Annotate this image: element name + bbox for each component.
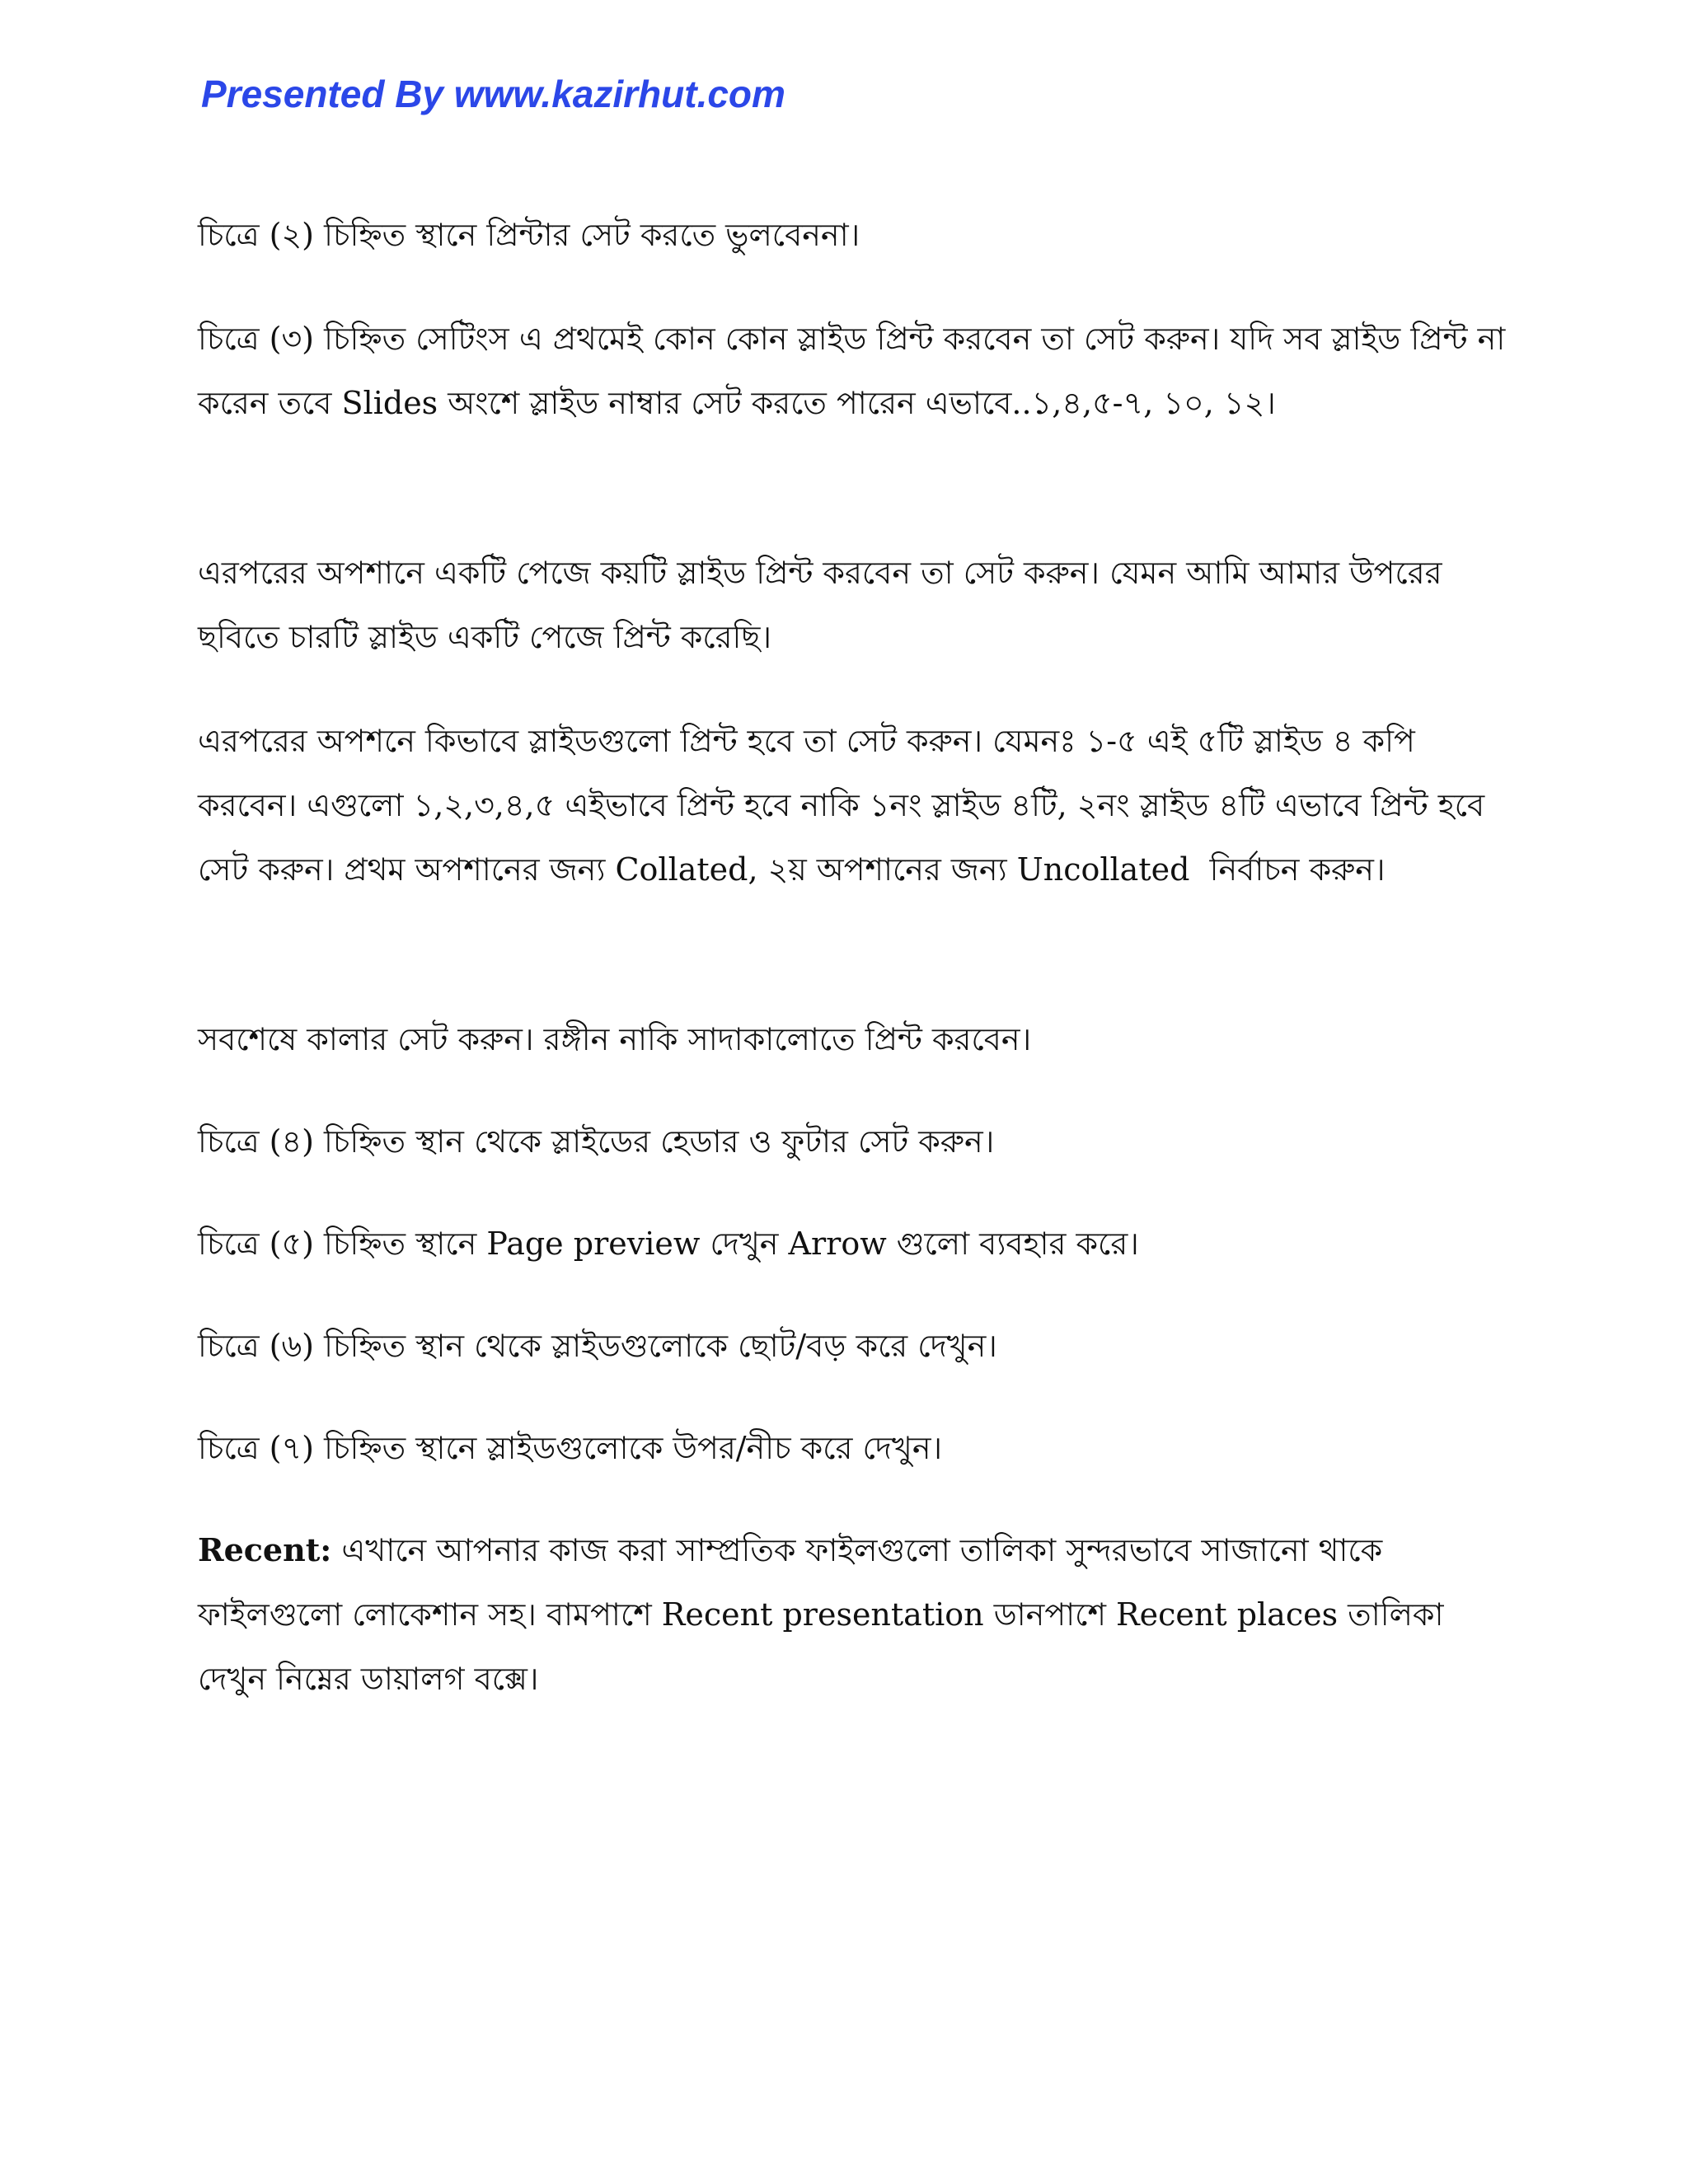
paragraph-printer-setting: চিত্রে (২) চিহ্নিত স্থানে প্রিন্টার সেট করতে ভুলবেননা। xyxy=(198,217,860,253)
paragraph-color-setting: সবশেষে কালার সেট করুন। রঙ্গীন নাকি সাদাকালোতে প্রিন্ট করবেন। xyxy=(198,1021,1032,1057)
paragraph-header-footer: চিত্রে (৪) চিহ্নিত স্থান থেকে স্লাইডের হেডার ও ফুটার সেট করুন। xyxy=(198,1123,995,1160)
paragraph-page-preview: চিত্রে (৫) চিহ্নিত স্থানে Page preview দেখুন Arrow গুলো ব্যবহার করে। xyxy=(198,1226,1139,1262)
paragraph-zoom-slides: চিত্রে (৬) চিহ্নিত স্থান থেকে স্লাইডগুলোকে ছোট/বড় করে দেখুন। xyxy=(198,1328,997,1364)
presented-by-banner: Presented By www.kazirhut.com xyxy=(201,73,785,115)
recent-text: এখানে আপনার কাজ করা সাম্প্রতিক ফাইলগুলো তালিকা সুন্দরভাবে সাজানো থাকে ফাইলগুলো লোকেশান সহ। বামপাশে Recent presentation ডানপাশে Recent places তালিকা দেখুন নিম্নের ডায়ালগ বক্সে। xyxy=(198,1532,1454,1697)
paragraph-slides-per-page: এরপরের অপশানে একটি পেজে কয়টি স্লাইড প্রিন্ট করবেন তা সেট করুন। যেমন আমি আমার উপরের ছবিতে চারটি স্লাইড একটি পেজে প্রিন্ট করেছি। xyxy=(198,555,1452,655)
paragraph-collation: এরপরের অপশনে কিভাবে স্লাইডগুলো প্রিন্ট হবে তা সেট করুন। যেমনঃ ১-৫ এই ৫টি স্লাইড ৪ কপি করবেন। এগুলো ১,২,৩,৪,৫ এইভাবে প্রিন্ট হবে নাকি ১নং স্লাইড ৪টি, ২নং স্লাইড ৪টি এভাবে প্রিন্ট হবে সেট করুন। প্রথম অপশানের জন্য Collated, ২য় অপশানের জন্য Uncollated নির্বাচন করুন। xyxy=(198,723,1495,888)
paragraph-recent xyxy=(198,1518,1517,1711)
paragraph-slide-settings: চিত্রে (৩) চিহ্নিত সেটিংস এ প্রথমেই কোন কোন স্লাইড প্রিন্ট করবেন তা সেট করুন। যদি সব স্লাইড প্রিন্ট না করেন তবে Slides অংশে স্লাইড নাম্বার সেট করতে পারেন এভাবে..১,৪,৫-৭, ১০, ১২। xyxy=(198,321,1516,421)
paragraph-scroll-slides: চিত্রে (৭) চিহ্নিত স্থানে স্লাইডগুলোকে উপর/নীচ করে দেখুন। xyxy=(198,1430,943,1466)
recent-label: Recent: xyxy=(198,1531,332,1568)
